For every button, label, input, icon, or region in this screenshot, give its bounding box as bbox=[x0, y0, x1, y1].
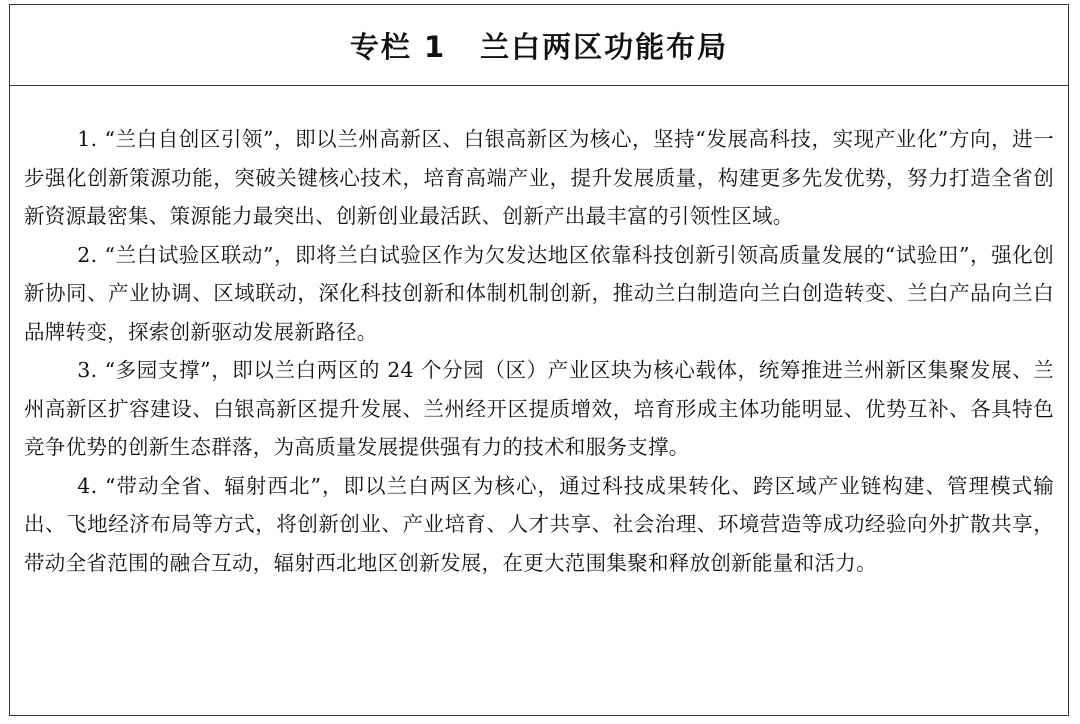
paragraph-2: 2. “兰白试验区联动”，即将兰白试验区作为欠发达地区依靠科技创新引领高质量发展的“试验田”，强化创新协同、产业协调、区域联动，深化科技创新和体制机制创新，推动兰白制造向兰白创造转变、兰白产品向兰白品牌转变，探索创新驱动发展新路径。 bbox=[24, 242, 1054, 344]
title-bar bbox=[10, 5, 1068, 86]
column-content bbox=[10, 86, 1068, 582]
paragraph-4: 4. “带动全省、辐射西北”，即以兰白两区为核心，通过科技成果转化、跨区域产业链构建、管理模式输出、飞地经济布局等方式，将创新创业、产业培育、人才共享、社会治理、环境营造等成功经验向外扩散共享，带动全省范围的融合互动，辐射西北地区创新发展，在更大范围集聚和释放创新能量和活力。 bbox=[24, 473, 1054, 575]
paragraph-3: 3. “多园支撑”，即以兰白两区的 24 个分园（区）产业区块为核心载体，统筹推进兰州新区集聚发展、兰州高新区扩容建设、白银高新区提升发展、兰州经开区提质增效，培育形成主体功能明显、优势互补、各具特色竞争优势的创新生态群落，为高质量发展提供强有力的技术和服务支撑。 bbox=[24, 358, 1054, 459]
column-title bbox=[350, 25, 728, 66]
column-label: 专栏 1 bbox=[349, 29, 447, 64]
column-title-text: 兰白两区功能布局 bbox=[480, 29, 729, 64]
feature-column-box bbox=[9, 4, 1069, 716]
paragraph-1: 1. “兰白自创区引领”，即以兰州高新区、白银高新区为核心，坚持“发展高科技，实现产业化”方向，进一步强化创新策源功能，突破关键核心技术，培育高端产业，提升发展质量，构建更多先发优势，努力打造全省创新资源最密集、策源能力最突出、创新创业最活跃、创新产出最丰富的引领性区域。 bbox=[24, 127, 1054, 228]
